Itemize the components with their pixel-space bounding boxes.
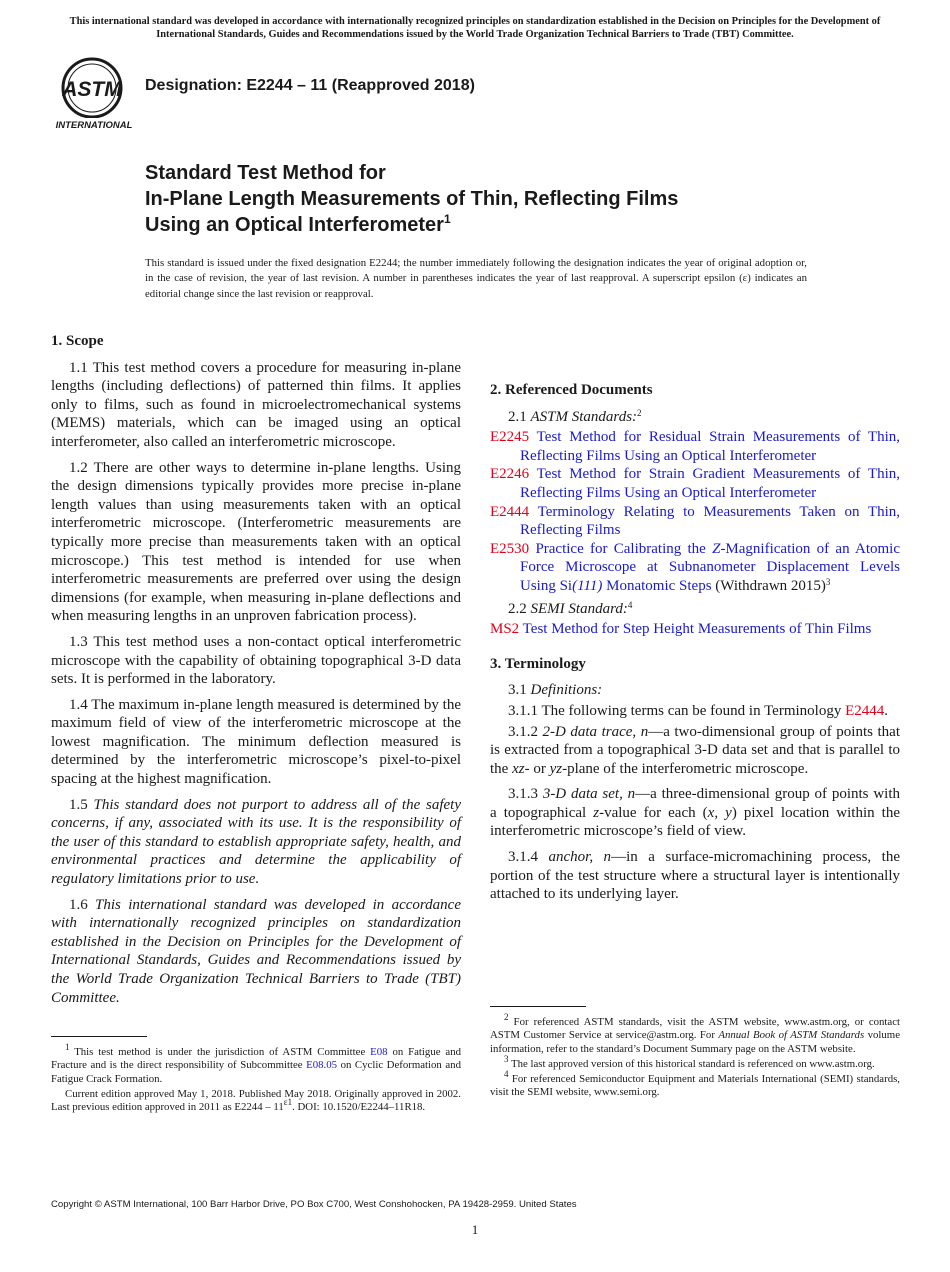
- footnotes-left: [51, 1042, 461, 1116]
- scope-1-3: 1.3 This test method uses a non-contact optical interferometric microscope with the capability of obtaining topographical 3-D data sets. It is performed in the laboratory.: [51, 633, 461, 688]
- term-3-1-2-num: 3.1.2: [508, 723, 538, 740]
- scope-1-5-text: This standard does not purport to address all of the safety concerns, if any, associated with its use. It is the responsibility of the user of this standard to establish appropriate safety, health, and environmental practices and determine the applicability of regulatory limitations prior to use.: [51, 796, 462, 888]
- title-footnote-mark: 1: [443, 212, 451, 226]
- reference-title[interactable]: Test Method for Strain Gradient Measurements of Thin, Reflecting Films Using an Optical Interferometer: [520, 466, 900, 501]
- scope-1-6: [51, 896, 461, 1008]
- term-3-1-3-d: ) pixel location within the interferometric microscope’s field of view.: [490, 804, 901, 840]
- reference-code[interactable]: E2245: [490, 429, 530, 446]
- footnote-3-text: The last approved version of this historical standard is referenced on www.astm.org.: [508, 1057, 875, 1070]
- footnote-1-a: This test method is under the jurisdiction of ASTM Committee: [69, 1046, 371, 1058]
- footnote-4-mark: 4: [504, 1069, 509, 1080]
- astm-standards-text: ASTM Standards:: [530, 408, 638, 425]
- copyright: Copyright © ASTM International, 100 Barr Harbor Drive, PO Box C700, West Conshohocken, PA 19428-2959. United States: [51, 1199, 577, 1210]
- term-3-1-3-c: ,: [714, 804, 726, 821]
- title-line-3-text: Using an Optical Interferometer: [145, 214, 444, 236]
- edition-a: Current edition approved May 1, 2018. Published May 2018. Originally approved in 2002. Last previous edition approved in 2011 as E2244 – 11: [51, 1087, 461, 1114]
- semi-standard-num: 2.2: [508, 600, 527, 617]
- term-3-1-3-x: x: [707, 804, 715, 821]
- footnote-rule-right: [490, 1006, 586, 1007]
- reference-e2444[interactable]: [490, 503, 900, 540]
- reference-e2530[interactable]: [490, 540, 900, 596]
- right-column: [490, 332, 900, 911]
- footnote-2: [490, 1012, 900, 1056]
- reference-code[interactable]: MS2: [490, 621, 520, 638]
- term-3-1-1: [490, 702, 900, 721]
- edition-epsilon: ε1: [283, 1097, 293, 1108]
- title-line-2: In-Plane Length Measurements of Thin, Reflecting Films: [145, 188, 679, 210]
- title-line-1: Standard Test Method for: [145, 162, 386, 184]
- footnote-3-mark: 3: [504, 1053, 509, 1064]
- astm-logo: [52, 56, 136, 132]
- reference-title[interactable]: Test Method for Residual Strain Measurements of Thin, Reflecting Films Using an Optical Interferometer: [520, 429, 901, 464]
- term-3-1-2-xz: xz: [512, 760, 525, 777]
- term-3-1-2-a: —a two-dimensional group of points that is extracted from a topographical 3-D data set and that is parallel to the: [490, 723, 900, 777]
- scope-1-6-continuation-spacer: [490, 332, 900, 369]
- footnote-4: [490, 1069, 900, 1100]
- footnote-4-text: For referenced Semiconductor Equipment and Materials International (SEMI) standards, visit the SEMI website, www.semi.org.: [490, 1073, 900, 1099]
- term-3-1-2: [490, 723, 900, 779]
- reference-title[interactable]: Test Method for Step Height Measurements of Thin Films: [522, 621, 872, 638]
- document-title: [145, 160, 905, 238]
- scope-1-6-num: 1.6: [69, 896, 88, 913]
- reference-title[interactable]: Terminology Relating to Measurements Taken on Thin, Reflecting Films: [520, 503, 901, 539]
- section-terminology-heading: 3. Terminology: [490, 655, 586, 672]
- term-3-1-3-num: 3.1.3: [508, 786, 538, 803]
- definitions-text: Definitions:: [530, 682, 603, 699]
- term-3-1-4-term: anchor, n: [548, 849, 612, 866]
- scope-1-5-num: 1.5: [69, 796, 88, 813]
- reference-ms2[interactable]: [490, 620, 900, 639]
- semi-standard-fn: 4: [627, 599, 633, 610]
- term-3-1-2-b: - or: [524, 760, 550, 777]
- reference-title[interactable]: [520, 541, 900, 594]
- footnote-2-a: For referenced ASTM standards, visit the ASTM website, www.astm.org, or contact ASTM Customer Service at service@astm.org. For: [490, 1016, 900, 1042]
- term-3-1-3-a: —a three-dimensional group of points with a topographical: [490, 786, 900, 821]
- term-3-1-1-end: .: [884, 702, 889, 719]
- definitions-num: 3.1: [508, 682, 527, 699]
- scope-1-4: 1.4 The maximum in-plane length measured is determined by the maximum field of view of the interferometric microscope at the lowest magnification. The minimum deflection measured is determined by the interferometric microscope’s pixel-to-pixel spacing at the highest magnification.: [51, 696, 461, 788]
- term-3-1-3-y: y: [725, 804, 732, 821]
- title-line-3: [145, 212, 905, 238]
- e2530-title-a[interactable]: Practice for Calibrating the: [535, 540, 713, 557]
- astm-standards-label: [490, 408, 900, 427]
- e2530-title-b[interactable]: -Magnification of an Atomic Force Microscope at Subnanometer Displacement Levels Using Si: [520, 540, 901, 594]
- section-referenced-heading: 2. Referenced Documents: [490, 382, 653, 398]
- reference-code[interactable]: E2444: [490, 503, 530, 520]
- term-3-1-3: [490, 785, 900, 841]
- footnote-2-b: volume information, refer to the standard’s Document Summary page on the ASTM website.: [490, 1029, 900, 1055]
- section-scope-heading: 1. Scope: [51, 333, 104, 349]
- e2530-fn: 3: [825, 576, 831, 587]
- reference-e2246[interactable]: [490, 465, 900, 502]
- left-column: [51, 332, 461, 1014]
- footnote-1: [51, 1042, 461, 1086]
- footnote-rule-left: [51, 1036, 147, 1037]
- scope-1-6-text: This international standard was developed in accordance with internationally recognized principles on standardization established in the Decision on Principles for the Development of International Standards, Guides and Recommendations issued by the World Trade Organization Technical Barriers to Trade (TBT) Committee.: [51, 896, 461, 1006]
- term-3-1-3-term: 3-D data set, n: [542, 786, 636, 803]
- designation: Designation: E2244 – 11 (Reapproved 2018): [145, 77, 475, 94]
- footnote-1-edition: [51, 1088, 461, 1115]
- term-3-1-4-num: 3.1.4: [508, 849, 538, 866]
- e2530-withdrawn: (Withdrawn 2015): [711, 577, 826, 594]
- astm-standards-num: 2.1: [508, 408, 527, 425]
- astm-logo-subtext: INTERNATIONAL: [55, 120, 133, 131]
- term-3-1-3-b: -value for each (: [599, 804, 708, 821]
- e2530-title-c[interactable]: Monatomic Steps: [602, 577, 712, 594]
- e2530-title-111[interactable]: (111): [572, 577, 603, 594]
- committee-e08-link[interactable]: E08: [370, 1046, 388, 1058]
- term-3-1-4-a: —in a surface-micromachining process, the portion of the test structure where a structural layer is intentionally attached to its underlying layer.: [490, 849, 900, 903]
- footnote-3: [490, 1053, 900, 1071]
- term-3-1-3-z: z: [593, 804, 600, 821]
- footnotes-right: [490, 1012, 900, 1102]
- term-3-1-1-link[interactable]: E2444: [845, 702, 885, 719]
- issuance-note: This standard is issued under the fixed designation E2244; the number immediately following the designation indicates the year of original adoption or, in the case of revision, the year of last revision. A number in parentheses indicates the year of last reapproval. A superscript epsilon (ε) indicates an editorial change since the last revision or reapproval.: [145, 257, 807, 300]
- term-3-1-2-term: 2-D data trace, n: [542, 723, 649, 740]
- scope-1-5: [51, 796, 461, 889]
- definitions-label: [490, 681, 900, 700]
- astm-standards-fn: 2: [637, 407, 642, 418]
- reference-code[interactable]: E2530: [490, 540, 530, 557]
- page-number: 1: [471, 1222, 479, 1237]
- footnote-2-italic: Annual Book of ASTM Standards: [718, 1029, 865, 1042]
- e2530-title-z[interactable]: Z: [712, 540, 721, 557]
- term-3-1-2-c: -plane of the interferometric microscope.: [562, 760, 809, 777]
- term-3-1-2-yz: yz: [549, 760, 563, 777]
- term-3-1-4: [490, 848, 900, 904]
- astm-reference-list: [490, 428, 900, 595]
- scope-1-2: 1.2 There are other ways to determine in-plane lengths. Using the design dimensions typically provides more precise in-plane length values than using measurements taken with an optical interferometric microscope. (Interferometric measurements are typically more precise than measurements taken with an optical microscope.) This test method is intended for use when interferometric measurements are preferred over using the design dimensions (for example, when measuring in-plane deflections and when measuring lengths in an unproven fabrication process).: [51, 459, 461, 625]
- semi-standard-label: [490, 600, 900, 619]
- footnote-1-b: on Fatigue and Fracture and is the direct responsibility of Subcommittee: [51, 1046, 461, 1072]
- semi-standard-text: SEMI Standard:: [530, 600, 628, 617]
- term-3-1-1-text: 3.1.1 The following terms can be found in Terminology: [508, 702, 846, 719]
- reference-e2245[interactable]: [490, 428, 900, 465]
- footnote-2-mark: 2: [504, 1012, 509, 1022]
- reference-code[interactable]: E2246: [490, 466, 530, 483]
- scope-1-1: 1.1 This test method covers a procedure for measuring in-plane lengths (including deflections) of patterned thin films. It applies only to films, such as found in microelectromechanical systems (MEMS) materials, which can be imaged using an optical interferometer, also called an interferometric microscope.: [51, 359, 461, 450]
- footnote-1-mark: 1: [65, 1042, 70, 1052]
- footnote-1-c: on Cyclic Deformation and Fatigue Crack Formation.: [51, 1059, 461, 1085]
- tbt-banner: This international standard was developed in accordance with internationally recognized principles on standardization established in the Decision on Principles for the Development of International Standards, Guides and Recommendations issued by the World Trade Organization Technical Barriers to Trade (TBT) Committee.: [69, 16, 881, 40]
- astm-logo-text: ASTM: [62, 78, 122, 101]
- edition-b: . DOI: 10.1520/E2244–11R18.: [292, 1101, 426, 1114]
- subcommittee-e0805-link[interactable]: E08.05: [306, 1059, 338, 1072]
